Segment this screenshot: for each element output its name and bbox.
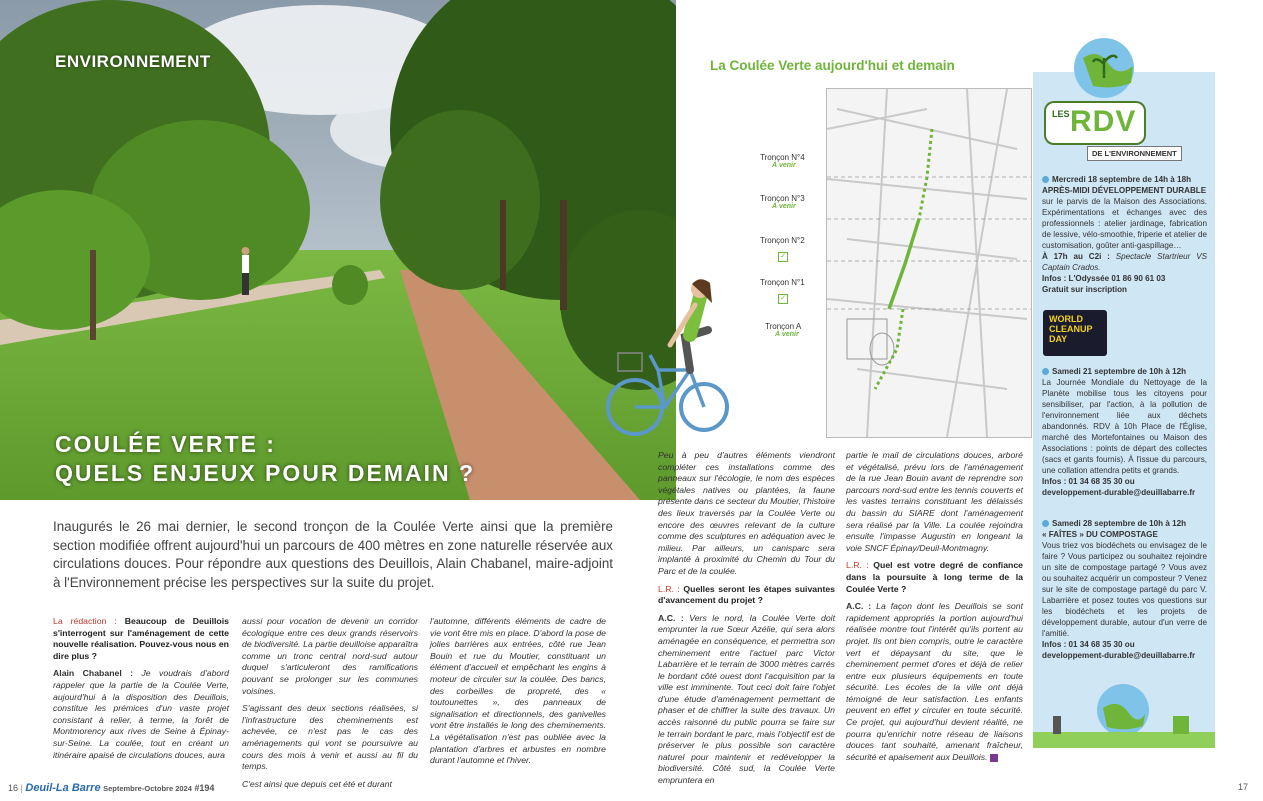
bullet-icon [1042,368,1049,375]
issue-number: #194 [194,783,215,793]
globe-logo-icon [1063,28,1145,104]
section-4-status: À venir [772,162,796,169]
col3-p1: l'automne, différents éléments de cadre de vie vont être mis en place. D'abord la pose de jolies barrières aux entrées, côté rue Jean Bouin et rue du Moutier, constituant un élément d'accueil et empêchant les engins à moteur de circuler sur la coulée. Des bancs, des corbeilles de propreté, des « toutounettes », des panneaux de signalisation et directionnels, des ganivelles vont être installés le long des cheminements. La végétalisation n'est pas oubliée avec la plantation d'arbres et arbustes en nombre durant l'automne et l'hiver. [430,616,606,766]
edition: Septembre-Octobre 2024 [103,784,192,793]
event-2-date: Samedi 21 septembre de 10h à 12h [1052,367,1187,376]
rdv-badge-les: LES [1052,109,1070,119]
answer-3: La façon dont les Deuillois se sont rapidement appropriés la portion aujourd'hui réalisée montre tout l'intérêt qu'ils portent au projet. Ils ont bien compris, outre le caractère vert et dépaysant du site, que le cheminement permet d'ores et déjà de relier entre eux plusieurs équipements en toute sécurité. Les écoles de la ville ont déjà témoigné de leur satisfaction. Les enfants peuvent en effet y circuler en toute sécurité. Ce projet, qui aujourd'hui devient réalité, ne pourra qu'enrichir notre réseau de liaisons douces tant souhaité, amenant fraîcheur, sécurité et apaisement aux Deuillois. [846,601,1023,762]
bullet-icon [1042,520,1049,527]
question-3: Quel est votre degré de confiance dans la poursuite à long terme de la Coulée Verte ? [846,560,1024,594]
col2-p2: S'agissant des deux sections réalisées, si l'infrastructure des cheminements est achevée, ce n'est pas le cas des aménagements qui vont se poursuivre au cours des mois à venir et aussi au fil du temps. [242,703,418,772]
section-a-label: Tronçon A [765,322,802,331]
q3-prefix: L.R. : [846,560,869,571]
event-3-info: Infos : 01 34 68 35 30 ou [1042,640,1135,649]
section-tag: ENVIRONNEMENT [55,52,211,71]
section-4-label: Tronçon N°4 [760,153,805,162]
a3-prefix: A.C. : [846,601,872,612]
route-map [826,88,1032,438]
section-3-label: Tronçon N°3 [760,194,805,203]
section-1-label: Tronçon N°1 [760,278,805,287]
event-1-free: Gratuit sur inscription [1042,285,1127,294]
footer-left: 16 | Deuil-La Barre Septembre-Octobre 2024 #194 [8,782,215,794]
article-title [55,430,475,488]
question-2: Quelles seront les étapes suivantes d'avancement du projet ? [658,583,836,606]
question-1: Beaucoup de Deuillois s'interrogent sur l'aménagement de cette nouvelle réalisation. Pouvez-vous nous en dire plus ? [53,616,229,661]
rdv-badge [1046,103,1144,143]
page-number-left: 16 [8,783,19,793]
section-a-legend [765,322,801,338]
section-1-legend [760,278,805,305]
bullet-icon [1042,176,1049,183]
event-1-c2i: Spectacle Startrieur VS Captain Crados. [1042,252,1208,272]
q1-prefix: La rédaction : [53,616,117,626]
event-2-body: La Journée Mondiale du Nettoyage de la Planète mobilise tous les citoyens pour sensibiliser, par l'action, à la pollution de l'environnement liée aux déchets abandonnés. RDV à 10h Place de l'Église, marché des Mortefontaines ou Maison des Associations : points de départ des collectes (sacs et gants fournis). À l'issue du parcours, une collation attendra petits et grands. [1042,378,1207,475]
intro-paragraph: Inaugurés le 26 mai dernier, le second tronçon de la Coulée Verte ainsi que la première section modifiée offrent aujourd'hui un parcours de 400 mètres en zone naturelle réservée aux circulations douces. Pour répondre aux questions des Deuillois, Alain Chabanel, maire-adjoint à l'Environnement précise les perspectives sur la suite du projet. [53,519,613,590]
event-3-mail[interactable]: developpement-durable@deuillabarre.fr [1042,651,1196,660]
event-1-c2i-label: À 17h au C2i : [1042,252,1110,261]
article-column-4 [658,450,835,793]
section-1-check-icon: ✓ [778,294,788,304]
title-line-2: QUELS ENJEUX POUR DEMAIN ? [55,460,476,486]
section-3-status: À venir [772,203,796,210]
event-3-date: Samedi 28 septembre de 10h à 12h [1052,519,1187,528]
section-4-legend [760,153,805,169]
col2-p3: C'est ainsi que depuis cet été et durant [242,778,392,789]
event-1 [1042,174,1207,295]
compost-illustration [1033,672,1215,748]
hero-photo [0,0,676,500]
event-2-info: Infos : 01 34 68 35 30 ou [1042,477,1135,486]
event-1-date: Mercredi 18 septembre de 14h à 18h [1052,175,1192,184]
rdv-badge-sub: DE L'ENVIRONNEMENT [1087,146,1182,161]
brand-logo: Deuil-La Barre [25,782,101,794]
answer-2: Vers le nord, la Coulée Verte doit emprunter la rue Sœur Azélie, qui sera alors aménagée en conséquence, et permettra son cheminement entre l'actuel parc Victor Labarrière et le terrain de 3000 mètres carrés le bordant côté ouest dont l'acquisition par la ville est imminente. Tout ceci doit faire l'objet d'une étude d'aménagement permettant de phaser et de chiffrer la suite des travaux. Un accès raisonné du public pourra se faire sur le terrain bordant le parc, mais l'objectif est de préserver le plus possible son caractère naturel pour maintenir et redévelopper la biodiversité. Côté sud, la Coulée Verte empruntera en [658,612,835,786]
page-number-right: 17 [1238,782,1249,792]
event-1-title: APRÈS-MIDI DÉVELOPPEMENT DURABLE [1042,186,1207,195]
title-line-1: COULÉE VERTE : [55,431,276,457]
article-column-2 [242,616,418,796]
article-column-1 [53,616,229,767]
event-2 [1042,366,1207,498]
end-mark-icon [990,754,998,762]
a2-prefix: A.C. : [658,612,684,623]
cyclist-illustration [600,275,730,443]
section-2-legend [760,236,805,263]
section-2-label: Tronçon N°2 [760,236,805,245]
world-cleanup-day-logo: WORLD CLEANUP DAY [1043,310,1107,356]
event-1-body: sur le parvis de la Maison des Associations. Expérimentations et échanges avec des professionnels : atelier jardinage, fabrication de lessive, vélo-smoothie, friperie et atelier de customisation, goûter anti-gaspillage… [1042,197,1207,250]
section-3-legend [760,194,805,210]
a1-prefix: Alain Chabanel : [53,668,134,679]
event-1-info: Infos : L'Odyssée 01 86 90 61 03 [1042,274,1166,283]
event-3-body: Vous triez vos biodéchets ou envisagez de le faire ? Vous participez ou souhaitez rejoindre un site de compostage partagé ? Vous avez ou souhaitez acquérir un composteur ? Venez sur le site de compostage partagé du parc V. Labarrière et posez toutes vos questions sur les biodéchets et les projets de développement durable, autour d'un verre de l'amitié. [1042,541,1207,638]
q2-prefix: L.R. : [658,583,680,594]
col5-p1: partie le mail de circulations douces, arboré et végétalisé, prévu lors de l'aménagement de la rue Jean Bouin avant de reprendre son parcours nord-sud entre les tennis couverts et les vastes terrains constituant les délaissés du bassin du SIARE dont l'aménagement sera réalisé par la Ville. La coulée rejoindra ensuite l'impasse Augustin en longeant la voie SNCF Épinay/Deuil-Montmagny. [846,450,1023,553]
article-column-3 [430,616,606,773]
map-title: La Coulée Verte aujourd'hui et demain [710,58,955,73]
rdv-badge-main: RDV [1070,105,1137,138]
col4-p1: Peu à peu d'autres éléments viendront compléter ces installations comme des panneaux sur l'écologie, le nom des espèces végétales natives ou plantées, la faune présente dans ce secteur du Moutier, l'histoire des lieux traversés par la Coulée Verte ou encore des œuvres relevant de la culture comme des sculptures en adéquation avec le milieu. Par ailleurs, un canisparc sera implanté à proximité du Chemin du Tour du Parc et de la coulée. [658,450,835,576]
event-3 [1042,518,1207,661]
section-2-check-icon: ✓ [778,252,788,262]
article-column-5 [846,450,1023,769]
event-2-mail[interactable]: developpement-durable@deuillabarre.fr [1042,488,1196,497]
event-3-title: « FAÎTES » DU COMPOSTAGE [1042,530,1158,539]
answer-1: Je voudrais d'abord rappeler que la partie de la Coulée Verte, aujourd'hui à la disposition des Deuillois, constitue les prémices d'un vaste projet consistant à relier, à terme, la forêt de Montmorency aux rives de Seine à Épinay-sur-Seine. La coulée, tout en créant un itinéraire apaisé de circulations douces, aura [53,668,229,760]
section-a-status: À venir [775,331,799,338]
col2-p1: aussi pour vocation de devenir un corridor écologique entre ces deux grands réservoirs de biodiversité. La partie deuilloise apparaîtra comme un tronc central nord-sud autour duquel s'articuleront des ramifications pouvant se prolonger sur les communes voisines. [242,616,418,696]
